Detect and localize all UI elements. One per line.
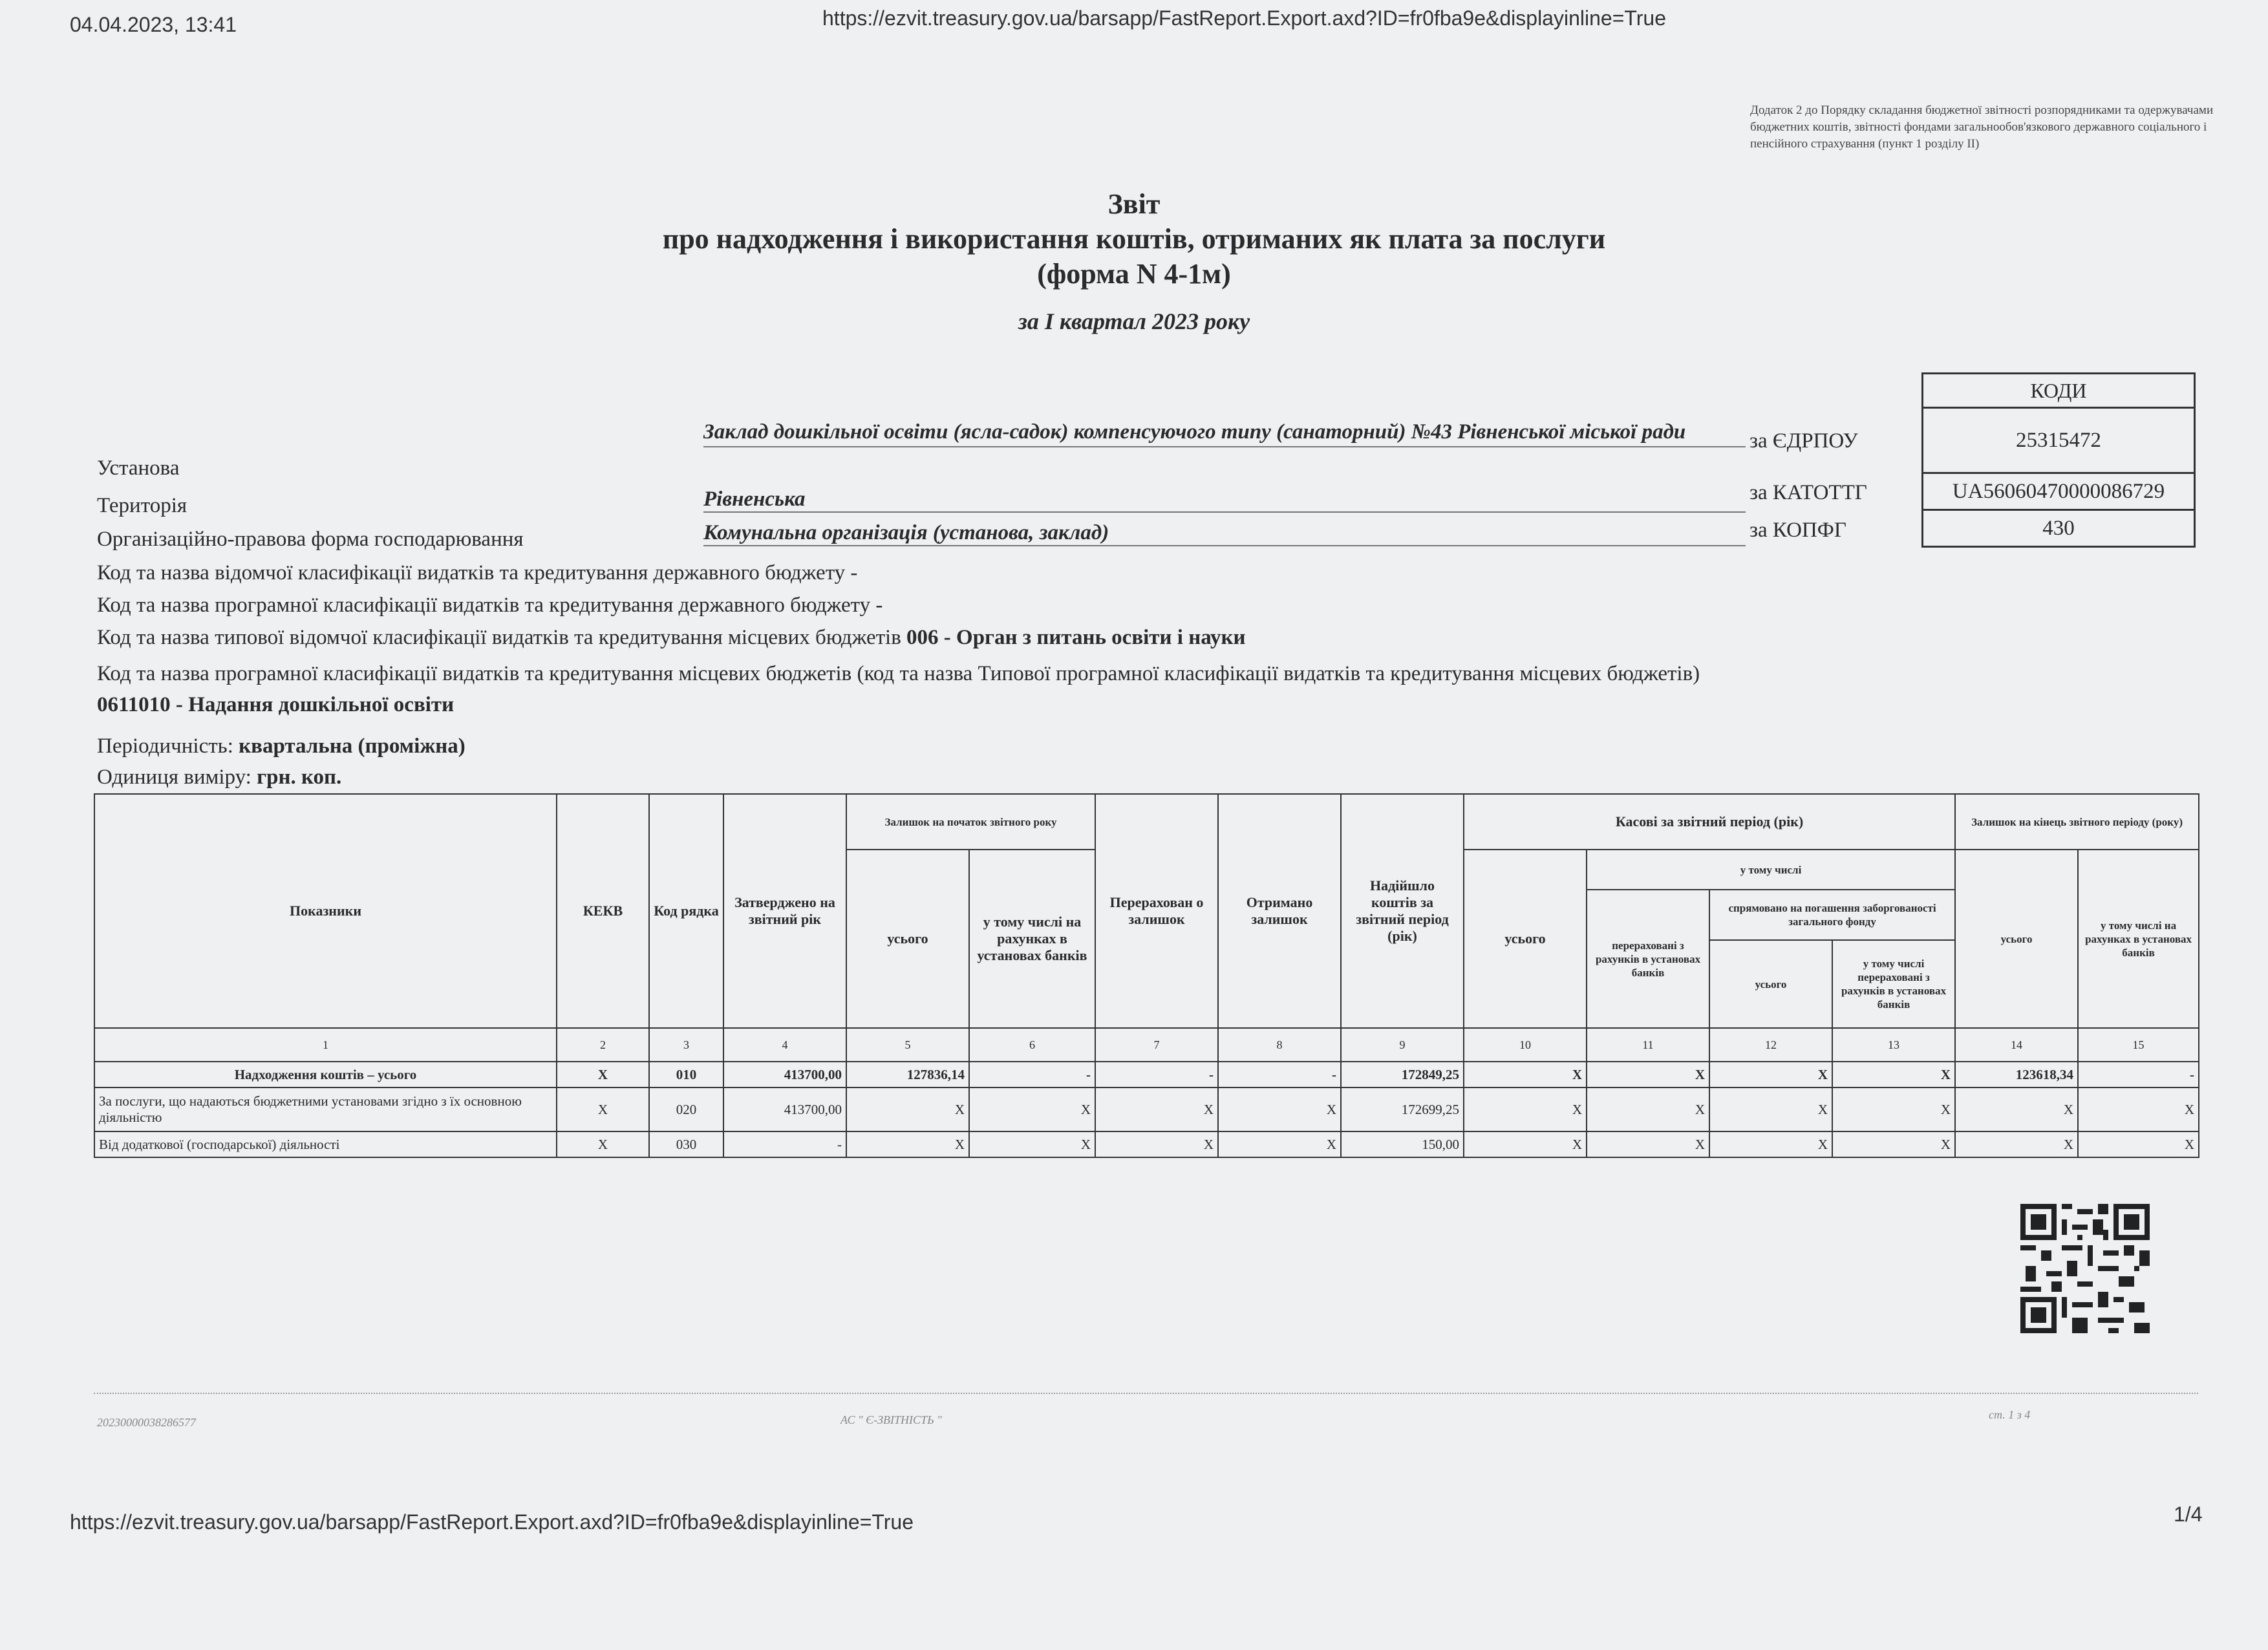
row-030-cash-banks: X (1587, 1131, 1709, 1157)
report-title: Звіт (1107, 188, 1161, 220)
territory-value: Рівненська (703, 488, 1746, 513)
col-num: 11 (1587, 1028, 1709, 1062)
row-030-start-banks: X (969, 1131, 1095, 1157)
row-030-start-total: X (846, 1131, 969, 1157)
periodicity (97, 734, 465, 758)
col-num: 7 (1095, 1028, 1218, 1062)
th-start-banks: у тому числі на рахунках в установах банків (969, 850, 1095, 1028)
institution-value: Заклад дошкільної освіти (ясла-садок) компенсуючого типу (санаторний) №43 Рівненської міської ради (703, 418, 1746, 447)
row-030-kekv: X (557, 1131, 649, 1157)
row-020-transferred: X (1095, 1088, 1218, 1131)
org-form-value: Комунальна організація (установа, заклад) (703, 521, 1746, 546)
row-010-end-banks: - (2078, 1062, 2199, 1088)
col-num: 5 (846, 1028, 969, 1062)
classif-line-4-value: 0611010 - Надання дошкільної освіти (97, 693, 455, 716)
unit-label: Одиниця виміру: (97, 766, 257, 789)
row-020-approved: 413700,00 (723, 1088, 846, 1131)
row-020-start-total: X (846, 1088, 969, 1131)
footer-system: АС " Є-ЗВІТНІСТЬ " (840, 1413, 942, 1426)
row-020-debt-total: X (1709, 1088, 1832, 1131)
row-030-code: 030 (649, 1131, 723, 1157)
print-datetime: 04.04.2023, 13:41 (70, 13, 237, 36)
territory-label: Територія (97, 494, 187, 517)
row-030-approved: - (723, 1131, 846, 1157)
classif-line-3-text: Код та назва типової відомчої класифікації видатків та кредитування місцевих бюджетів (97, 626, 907, 649)
col-num: 1 (94, 1028, 557, 1062)
row-020-cash-banks: X (1587, 1088, 1709, 1131)
th-kekv: КЕКВ (557, 794, 649, 1028)
classif-line-3-value: 006 - Орган з питань освіти і науки (906, 626, 1246, 649)
th-transferred: Перерахован о залишок (1095, 794, 1218, 1028)
col-num: 6 (969, 1028, 1095, 1062)
th-received: Отримано залишок (1218, 794, 1341, 1028)
col-num: 9 (1341, 1028, 1464, 1062)
th-cash-total: усього (1464, 850, 1587, 1028)
kopfg-label: за КОПФГ (1749, 519, 1846, 542)
th-approved: Затверджено на звітний рік (723, 794, 846, 1028)
th-end-total: усього (1955, 850, 2078, 1028)
row-030-end-banks: X (2078, 1131, 2199, 1157)
th-indicators: Показники (94, 794, 557, 1028)
th-end-banks: у тому числі на рахунках в установах банків (2078, 850, 2199, 1028)
row-020-received: X (1218, 1088, 1341, 1131)
row-020-income: 172699,25 (1341, 1088, 1464, 1131)
row-020-debt-banks: X (1832, 1088, 1955, 1131)
col-num: 3 (649, 1028, 723, 1062)
codes-header: КОДИ (1923, 374, 2195, 408)
print-url-bottom: https://ezvit.treasury.gov.ua/barsapp/FastReport.Export.axd?ID=fr0fba9e&displayinline=True (70, 1510, 914, 1534)
report-period: за І квартал 2023 року (1018, 308, 1250, 334)
col-num: 2 (557, 1028, 649, 1062)
th-income: Надійшло коштів за звітний період (рік) (1341, 794, 1464, 1028)
classif-line-4-text: Код та назва програмної класифікації видатків та кредитування місцевих бюджетів (код та назва Типової програмної класифікації видатків та кредитування місцевих бюджетів) (97, 662, 1700, 685)
row-020-kekv: X (557, 1088, 649, 1131)
codes-table (1921, 372, 2196, 548)
row-010-start-total: 127836,14 (846, 1062, 969, 1088)
th-debt: спрямовано на погашення заборгованості загального фонду (1709, 890, 1955, 940)
col-num: 15 (2078, 1028, 2199, 1062)
col-num: 10 (1464, 1028, 1587, 1062)
row-020-name: За послуги, що надаються бюджетними установами згідно з їх основною діяльністю (94, 1088, 557, 1131)
classif-line-2: Код та назва програмної класифікації видатків та кредитування державного бюджету - (97, 594, 883, 617)
print-url-top: https://ezvit.treasury.gov.ua/barsapp/FastReport.Export.axd?ID=fr0fba9e&displayinline=True (822, 6, 1666, 30)
edrpou-label: за ЄДРПОУ (1749, 429, 1858, 453)
row-010-received: - (1218, 1062, 1341, 1088)
row-030-transferred: X (1095, 1131, 1218, 1157)
report-table (94, 793, 2199, 1158)
kopfg-code: 430 (1923, 510, 2195, 547)
row-010-start-banks: - (969, 1062, 1095, 1088)
print-page-number: 1/4 (2174, 1503, 2203, 1526)
th-row-code: Код рядка (649, 794, 723, 1028)
row-030-income: 150,00 (1341, 1131, 1464, 1157)
row-010-debt-banks: X (1832, 1062, 1955, 1088)
row-020-cash-total: X (1464, 1088, 1587, 1131)
footer-page: ст. 1 з 4 (1989, 1408, 2031, 1421)
row-020-end-banks: X (2078, 1088, 2199, 1131)
row-010-end-total: 123618,34 (1955, 1062, 2078, 1088)
row-010-income: 172849,25 (1341, 1062, 1464, 1088)
row-030-received: X (1218, 1131, 1341, 1157)
classif-line-4 (97, 658, 1739, 720)
col-num: 8 (1218, 1028, 1341, 1062)
footer-doc-id: 20230000038286577 (97, 1416, 196, 1429)
th-debt-total: усього (1709, 940, 1832, 1028)
periodicity-label: Періодичність: (97, 734, 239, 758)
katottg-label: за КАТОТТГ (1749, 481, 1867, 504)
periodicity-value: квартальна (проміжна) (239, 734, 465, 758)
row-020-end-total: X (1955, 1088, 2078, 1131)
th-start-total: усього (846, 850, 969, 1028)
th-incl: у тому числі (1587, 850, 1955, 890)
katottg-code: UA56060470000086729 (1923, 473, 2195, 510)
row-010-cash-banks: X (1587, 1062, 1709, 1088)
col-num: 14 (1955, 1028, 2078, 1062)
row-010-debt-total: X (1709, 1062, 1832, 1088)
row-010-cash-total: X (1464, 1062, 1587, 1088)
qr-code-icon (2020, 1204, 2150, 1333)
col-num: 4 (723, 1028, 846, 1062)
row-010-kekv: X (557, 1062, 649, 1088)
row-010-transferred: - (1095, 1062, 1218, 1088)
row-010-approved: 413700,00 (723, 1062, 846, 1088)
th-transferred-banks: перераховані з рахунків в установах банків (1587, 890, 1709, 1028)
unit-value: грн. коп. (257, 766, 342, 789)
row-030-debt-total: X (1709, 1131, 1832, 1157)
row-020-start-banks: X (969, 1088, 1095, 1131)
unit (97, 766, 341, 789)
th-end-balance: Залишок на кінець звітного періоду (року) (1955, 794, 2199, 850)
edrpou-code: 25315472 (1923, 408, 2195, 473)
col-num: 12 (1709, 1028, 1832, 1062)
row-030-name: Від додаткової (господарської) діяльності (94, 1131, 557, 1157)
classif-line-3 (97, 626, 1246, 650)
row-010-code: 010 (649, 1062, 723, 1088)
row-030-end-total: X (1955, 1131, 2078, 1157)
report-form-number: (форма N 4-1м) (1037, 258, 1231, 290)
th-debt-banks: у тому числі перераховані з рахунків в установах банків (1832, 940, 1955, 1028)
row-030-debt-banks: X (1832, 1131, 1955, 1157)
row-010-name: Надходження коштів – усього (94, 1062, 557, 1088)
institution-label: Установа (97, 456, 180, 480)
footer-divider (94, 1393, 2198, 1394)
th-cash: Касові за звітний період (рік) (1464, 794, 1955, 850)
org-form-label: Організаційно-правова форма господарювання (97, 528, 524, 551)
th-start-balance: Залишок на початок звітного року (846, 794, 1095, 850)
classif-line-1: Код та назва відомчої класифікації видатків та кредитування державного бюджету - (97, 561, 858, 584)
row-020-code: 020 (649, 1088, 723, 1131)
col-num: 13 (1832, 1028, 1955, 1062)
annex-note: Додаток 2 до Порядку складання бюджетної звітності розпорядниками та одержувачами бюджетних коштів, звітності фондами загальнообов'язкового державного соціального і пенсійного страхування (пункт 1 розділу ІІ) (1750, 103, 2214, 151)
row-030-cash-total: X (1464, 1131, 1587, 1157)
report-subtitle: про надходження і використання коштів, отриманих як плата за послуги (662, 223, 1606, 255)
